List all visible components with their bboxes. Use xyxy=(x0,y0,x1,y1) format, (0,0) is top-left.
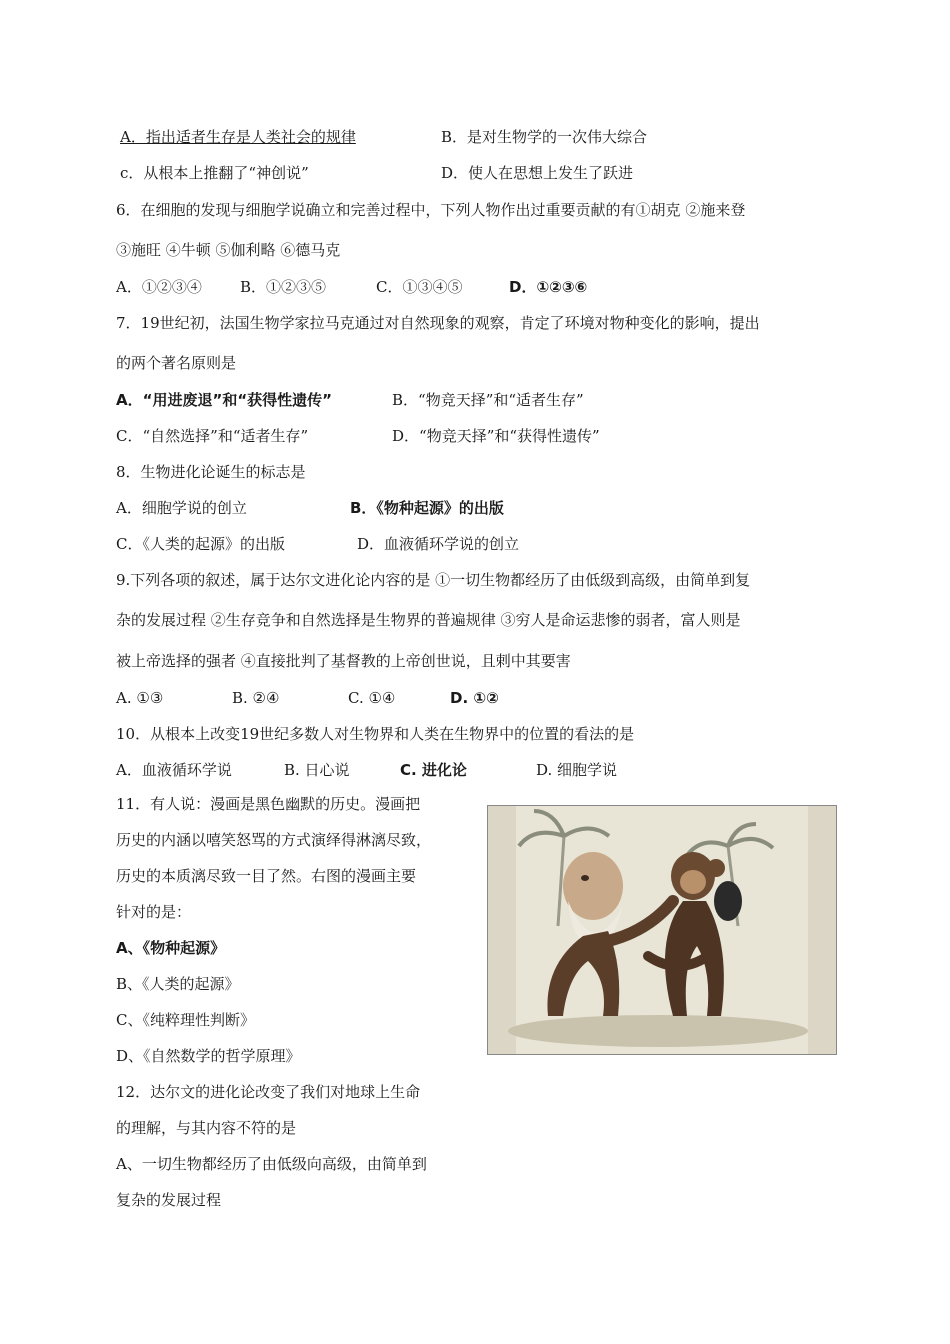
q11-option-d: D、《自然数学的哲学原理》 xyxy=(116,1047,301,1065)
q12-option-a-line2: 复杂的发展过程 xyxy=(116,1191,222,1209)
q8-option-d: D．血液循环学说的创立 xyxy=(357,535,520,553)
q6-stem-line2: ③施旺 ④牛顿 ⑤伽利略 ⑥德马克 xyxy=(116,241,341,259)
q7-option-b: B．“物竞天择”和“适者生存” xyxy=(392,391,584,409)
q7-stem-line2: 的两个著名原则是 xyxy=(116,354,237,372)
q6-option-a: A．①②③④ xyxy=(116,278,202,296)
q9-stem-line3: 被上帝选择的强者 ④直接批判了基督教的上帝创世说，且剌中其要害 xyxy=(116,652,571,670)
q10-option-b: B. 日心说 xyxy=(284,761,350,779)
q11-stem-line3: 历史的本质漓尽致一目了然。右图的漫画主要 xyxy=(116,867,417,885)
q11-option-b: B、《人类的起源》 xyxy=(116,975,240,993)
q11-option-a: A、《物种起源》 xyxy=(116,939,226,957)
q5-option-d: D．使人在思想上发生了跃进 xyxy=(441,164,634,182)
darwin-caricature-image xyxy=(487,805,837,1055)
q9-option-a: A. ①③ xyxy=(116,689,164,707)
q6-option-c: C．①③④⑤ xyxy=(376,278,463,296)
q8-option-a: A．细胞学说的创立 xyxy=(116,499,247,517)
q9-option-b: B. ②④ xyxy=(232,689,280,707)
q7-option-d: D．“物竞天择”和“获得性遗传” xyxy=(392,427,600,445)
q10-option-a: A．血液循环学说 xyxy=(116,761,232,779)
q9-stem-line2: 杂的发展过程 ②生存竞争和自然选择是生物界的普遍规律 ③穷人是命运悲惨的弱者，富人则是 xyxy=(116,611,741,629)
q11-option-c: C、《纯粹理性判断》 xyxy=(116,1011,255,1029)
q8-option-b: B．《物种起源》的出版 xyxy=(350,499,504,517)
q8-stem: 8．生物进化论诞生的标志是 xyxy=(116,463,306,481)
q9-stem-line1: 9.下列各项的叙述，属于达尔文进化论内容的是 ①一切生物都经历了由低级到高级，由简单到复 xyxy=(116,571,751,589)
q5-option-a: A．指出适者生存是人类社会的规律 xyxy=(120,128,356,146)
q5-option-c: c．从根本上推翻了“神创说” xyxy=(120,164,309,182)
q8-option-c: C．《人类的起源》的出版 xyxy=(116,535,285,553)
q11-stem-line4: 针对的是： xyxy=(116,903,192,921)
q6-stem-line1: 6．在细胞的发现与细胞学说确立和完善过程中，下列人物作出过重要贡献的有①胡克 ②施来登 xyxy=(116,201,746,219)
q12-option-a-line1: A、一切生物都经历了由低级向高级，由简单到 xyxy=(116,1155,427,1173)
q6-option-b: B．①②③⑤ xyxy=(240,278,327,296)
q10-option-c: C. 进化论 xyxy=(400,761,467,779)
q7-stem-line1: 7．19世纪初，法国生物学家拉马克通过对自然现象的观察，肯定了环境对物种变化的影响，提出 xyxy=(116,314,760,332)
q7-option-a: A．“用进废退”和“获得性遗传” xyxy=(116,391,333,409)
q5-option-b: B．是对生物学的一次伟大综合 xyxy=(441,128,648,146)
q6-option-d: D．①②③⑥ xyxy=(509,278,588,296)
q11-stem-line2: 历史的内涵以嘻笑怒骂的方式演绎得淋漓尽致， xyxy=(116,831,432,849)
q9-option-d: D. ①② xyxy=(450,689,499,707)
q12-stem-line2: 的理解，与其内容不符的是 xyxy=(116,1119,297,1137)
q9-option-c: C. ①④ xyxy=(348,689,396,707)
q11-stem-line1: 11．有人说：漫画是黑色幽默的历史。漫画把 xyxy=(116,795,421,813)
caricature-drawing xyxy=(488,806,836,1054)
q10-stem: 10．从根本上改变19世纪多数人对生物界和人类在生物界中的位置的看法的是 xyxy=(116,725,635,743)
q12-stem-line1: 12．达尔文的进化论改变了我们对地球上生命 xyxy=(116,1083,421,1101)
q7-option-c: C．“自然选择”和“适者生存” xyxy=(116,427,309,445)
q10-option-d: D. 细胞学说 xyxy=(536,761,618,779)
